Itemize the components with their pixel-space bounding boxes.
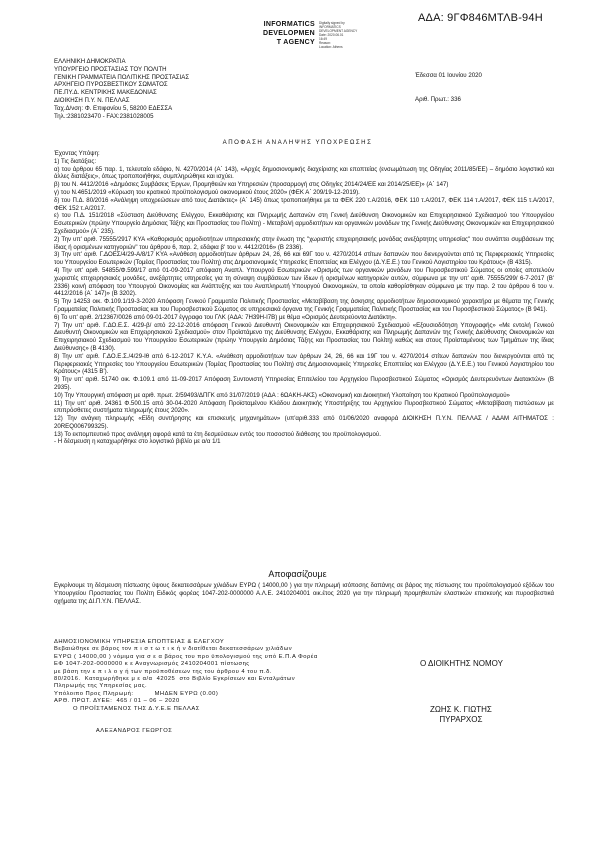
body-paragraph: 6) Το υπ' αριθ. 2/12367/0026 από 09-01-2017 έγγραφο του ΓΛΚ (ΑΔΑ: 7Η39Η-Ι7Β) με θέμα «Ορισμός Δευτερεύοντα Διατάκτη». [54, 313, 397, 321]
signer-name: ΖΩΗΣ Κ. ΓΙΩΤΗΣ [430, 705, 492, 714]
body-paragraph: 12) Την ανάγκη πληρωμής «Είδη συντήρησης και επισκευής μηχανημάτων» (υπ'αριθ.333 από 01/06/2020 αναφορά ΔΙΟΙΚΗΣΗ Π.Υ.Ν. ΠΕΛΛΑΣ / ΑΔΑΜ ΑΙΤΗΜΑΤΟΣ : 20REQ006799325). [54, 415, 554, 430]
signer-title: Ο ΔΙΟΙΚΗΤΗΣ ΝΟΜΟΥ [420, 659, 503, 668]
certification-line: με βάση την ε π ι λ ο γ ή των προϋποθέσεων της του άρθρου 4 του π.δ. [54, 668, 272, 675]
body-paragraph: 11) Την υπ' αριθ. 24361 Φ.500.15 από 30-04-2020 Απόφαση Προϊσταμένου Κλάδου Διοικητικής Υποστήριξης του Αρχηγείου Πυροσβεστικού Σώματος «Μεταβίβαση πιστώσεων με επιπρόσθετες συστήματα πληρωμής έτους 2020». [54, 399, 554, 415]
body-paragraph: γ) του Ν.4651/2019 «Κύρωση του κρατικού προϋπολογισμού οικονομικού έτους 2020» (ΦΕΚ Α΄ 209/19-12-2019). [54, 188, 360, 196]
issuer-block: ΕΛΛΗΝΙΚΗ ΔΗΜΟΚΡΑΤΙΑ ΥΠΟΥΡΓΕΙΟ ΠΡΟΣΤΑΣΙΑΣ ΤΟΥ ΠΟΛΙΤΗ ΓΕΝΙΚΗ ΓΡΑΜΜΑΤΕΙΑ ΠΟΛΙΤΙΚΗΣ ΠΡΟΣΤΑΣΙΑΣ ΑΡΧΗΓΕΙΟ ΠΥΡΟΣΒΕΣΤΙΚΟΥ ΣΩΜΑΤΟΣ ΠΕ.ΠΥ.Δ. ΚΕΝΤΡΙΚΗΣ ΜΑΚΕΔΟΝΙΑΣ ΔΙΟΙΚΗΣΗ Π.Υ. Ν. ΠΕΛΛΑΣ Ταχ.Δ/νση: Φ. Επιφανίου 5, 58200 ΕΔΕΣΣΑ Τηλ.:2381023470 - FAX:2381028005 [54, 58, 190, 120]
body-paragraph: 3) Την υπ' αριθ. Γ.ΔΟΕΣ/4/29-Α/8/17 ΚΥΑ «Ανάθεση αρμοδιοτήτων άρθρων 24, 26, 66 και 69Γ του ν. 4270/2014 στίτων δαπανών που διενεργούνται από τις Περιφερειακές Υπηρεσίες του Υπουργείου Εσωτερικών (Τομέας Προστασίας του Πολίτη) στις Δημοσιονομικές Υπηρεσίες Εποπτείας και Ελέγχου (Δ.Υ.Ε.Ε.) του Γενικού Λογιστηρίου του Κράτους» (Β 4315). [54, 251, 554, 267]
certification-line: ΕΦ 1047-202-0000000 κ ε Αναγνωρισμός 2410204001 πίστωσης [54, 661, 250, 668]
document-title: ΑΠΟΦΑΣΗ ΑΝΑΛΗΨΗΣ ΥΠΟΧΡΕΩΣΗΣ [222, 139, 373, 146]
body-paragraph: 8) Την υπ' αριθ. Γ.ΔΟ.Ε.Σ./4/29-Ιθ από 6-12-2017 Κ.Υ.Α. «Ανάθεση αρμοδιοτήτων των άρθρων 24, 26, 66 και 19Γ του ν. 4270/2014 στίτων δαπανών που διενεργούνται από τις Περιφερειακές Υπηρεσίες του Υπουργείου Εσωτερικών (Τομέας Προστασίας του Πολίτη) στις Δημοσιονομικές Υπηρεσίες Εποπτείας και Ελέγχου (Δ.Υ.Ε.Ε.) του Γενικού Λογιστηρίου του Κράτους» (4315 Β'). [54, 352, 554, 376]
certification-line: ΕΥΡΩ ( 14000,00 ) νόμιμα για σ ε α βάρος του προ ϋπολογισμού της υπό Ε.Π.Α Φορέα [54, 653, 318, 660]
certification-line: ΔΗΜΟΣΙΟΝΟΜΙΚΗ ΥΠΗΡΕΣΙΑ ΕΠΟΠΤΕΙΑΣ & ΕΛΕΓΧΟΥ [54, 639, 225, 645]
body-paragraph: ε) του Π.Δ. 151/2018 «Σύσταση Διεύθυνσης Ελέγχου, Εκκαθάρισης και Πληρωμής Δαπανών στη Γενική Διεύθυνση Οικονομικών και Επιχειρησιακού Σχεδιασμού του Υπουργείου Εσωτερικών (πρώην Υπουργείο Δημόσιας Τάξης και Προστασίας του Πολίτη) - Μεταβολή αρμοδιοτήτων και οργανικών μονάδων της Γενικής Διεύθυνσης Οικονομικών και Επιχειρησιακού Σχεδιασμού» (Α΄ 235). [54, 212, 554, 235]
body-paragraph: Έχοντας Υπόψη: [54, 150, 100, 157]
certification-line: ΑΡΘ. ΠΡΩΤ. ΔΥΕΕ: 465 / 01 – 06 – 2020 [54, 698, 180, 705]
body-paragraph: α) του άρθρου 65 παρ. 1, τελευταίο εδάφιο, Ν. 4270/2014 (Α΄ 143), «Αρχές δημοσιονομικής διαχείρισης και εποπτείας (ενσωμάτωση της Οδηγίας 2011/85/ΕΕ) – δημόσιο λογιστικό και άλλες διατάξεις», όπως τροποποιήθηκε, συμπληρώθηκε και ισχύει. [54, 165, 554, 181]
agency-name: INFORMATICS DEVELOPMEN T AGENCY [262, 21, 315, 46]
document-meta [415, 64, 482, 112]
digital-signature-stamp [255, 20, 385, 64]
certification-line: Υπόλοιπο Προς Πληρωμή: ΜΗΔΕΝ ΕΥΡΩ (0.00) [54, 690, 219, 697]
body-paragraph: 10) Την Υπουργική απόφαση με αριθ. πρωτ. 2/59493/ΔΠΓΚ από 31/07/2019 (ΑΔΑ : 6ΩΑΚΗ-ΑΚΣ) «Οικονομική και Διοικητική Υλοποίηση του Κρατικού Προϋπολογισμού» [54, 391, 510, 399]
body-paragraph: 9) Την υπ' αριθ. 51740 οικ. Φ.109.1 από 11-09-2017 Απόφαση Συντονιστή Υπηρεσίας Επιτελείου του Αρχηγείου Πυροσβεστικού Σώματος «Ορισμός Δευτερευόντων Διατακτών» (Β 2935). [54, 376, 554, 391]
document-body [54, 150, 554, 446]
decision-heading: Αποφασίζουμε [268, 569, 327, 579]
decision-text: Εγκρίνουμε τη δέσμευση πίστωσης ύψους δεκατεσσάρων χιλιάδων ΕΥΡΩ ( 14000,00 ) για την πληρωμή ισόποσης δαπάνης σε βάρος της πίστωσης του προϋπολογισμού εξόδων του Υπουργείου Προστασίας του Πολίτη Ειδικός φορέας 1047-202-0000000 Α.Λ.Ε. 2410204001 οικ.έτος 2020 για την πληρωμή προμηθευτών ελαστικών επισκευής και πυροσβεστικά οχήματα της ΔΙ.Π.Υ.Ν. ΠΕΛΛΑΣ. [54, 582, 554, 605]
body-paragraph: 5) Την 14253 οικ. Φ.109.1/19-3-2020 Απόφαση Γενικού Γραμματέα Πολιτικής Προστασίας «Μεταβίβαση της άσκησης αρμοδιοτήτων δημοσιονομικού χαρακτήρα με θέματα της Γενικής Γραμματείας Πολιτικής Προστασίας και του Πυροσβεστικού Σώματος σε υπηρεσιακά όργανα της Γενικής Γραμματείας Πολιτικής Προστασίας και του Πυροσβεστικού Σώματος» (Β 941). [54, 298, 554, 313]
body-paragraph: 7) Την υπ' αριθ. Γ.ΔΟ.Ε.Σ. 4/29-β/ από 22-12-2016 απόφαση Γενικού Διευθυντή Οικονομικών και Επιχειρησιακού Σχεδιασμού «Εξουσιοδότηση Υπογραφής» «Με εντολή Γενικού Διευθυντή Οικονομικών και Επιχειρησιακού Σχεδιασμού» στον Προϊστάμενο της Διεύθυνσης Ελέγχου, Εκκαθάρισης και Πληρωμής Δαπανών της Γενικής Διεύθυνσης Οικονομικών και Επιχειρησιακού Σχεδιασμού του Υπουργείου Εσωτερικών (πρώην Υπουργείο Δημόσιας Τάξης και Προστασίας του Πολίτη) καθώς και στους Προϊσταμένους των Τμημάτων της ίδιας Διεύθυνσης» (Β 4130). [54, 321, 554, 352]
signature-details: Digitally signed by INFORMATICS DEVELOPMENT AGENCY Date: 2020.06.01 16:49 Reason: Location: Athens [319, 21, 358, 49]
certification-line: ΑΛΕΞΑΝΔΡΟΣ ΓΕΩΡΓΟΣ [54, 727, 173, 734]
body-paragraph: - Η δέσμευση η καταχωρήθηκε στο λογιστικό βιβλίο με α/α 1/1 [54, 438, 221, 446]
body-paragraph: 4) Την υπ' αριθ. 54855/Φ.599/17 από 01-09-2017 απόφαση Αναπλ. Υπουργού Εσωτερικών «Ορισμός των οργανικών μονάδων του Πυροσβεστικού Σώματος οι οποίες αποτελούν χωριστές επιχειρησιακές μονάδες, ανεξάρτητες υπηρεσίες για τη σύναψη συμβάσεων των ίδιων ή ορισμένων κατηγοριών αυτών, σύμφωνα με την υπ' αριθ. 75555/299/ 6-7-2017 (Β' 2336) κοινή απόφαση του Υπουργού Οικονομίας και Ανάπτυξης και του Αναπληρωτή Υπουργού Οικονομικών, τα οποία καθορίσθηκαν σύμφωνα με την παρ. 2 του άρθρου 6 του ν. 4412/2016 (Α΄ 147)» (Β 3202). [54, 266, 554, 298]
certification-block [54, 639, 318, 735]
body-paragraph: δ) του Π.Δ. 80/2016 «Ανάληψη υποχρεώσεων από τους Διατάκτες» (Α΄ 145) όπως τροποποιήθηκε με τα ΦΕΚ 220 τ.Α/2016, ΦΕΚ 110 τ.Α/2017, ΦΕΚ 114 τ.Α/2017, ΦΕΚ 115 τ.Α/2017, ΦΕΚ 152 τ.Α/2017. [54, 196, 554, 212]
signer-rank: ΠΥΡΑΡΧΟΣ [439, 715, 483, 724]
certification-line: Ο ΠΡΟΪΣΤΑΜΕΝΟΣ ΤΗΣ Δ.Υ.Ε.Ε ΠΕΛΛΑΣ [54, 705, 200, 712]
certification-line [54, 713, 314, 720]
certification-line: Βεβαιώθηκε σε βάρος τον π ι σ τ ω τ ι κ ή ν διατίθεται δεκατεσσάρων χιλιάδων [54, 646, 293, 653]
certification-line: 80/2016. Καταχωρήθηκε μ ε α/α 42025 στο Βιβλίο Εγκρίσεων και Ενταλμάτων [54, 676, 296, 683]
signer-block [430, 705, 492, 725]
body-paragraph: 1) Τις διατάξεις: [54, 157, 97, 165]
protocol-number: Αριθ. Πρωτ.: 336 [415, 96, 461, 103]
body-paragraph: 2) Την υπ' αριθ. 75555/2917 ΚΥΑ «Καθορισμός αρμοδιοτήτων υπηρεσιακής στην ένωση της "χωριστής επιχειρησιακής μονάδας ανεξάρτητης υπηρεσίας" που συνάπτει συμβάσεων της ίδιας ή ορισμένων κατηγοριών" του άρθρου 6, παρ. 2, εδάφια β' του ν. 4412/2016» (Β 2336). [54, 235, 554, 251]
body-paragraph: 13) Το εκπομπευτικό προς ανάληψη αφορά κατά τα έτη δεσμεύσεων εντός του ποσοστού διάθεσης του προϋπολογισμού. [54, 430, 381, 438]
body-paragraph: β) του Ν. 4412/2016 «Δημόσιες Συμβάσεις Έργων, Προμηθειών και Υπηρεσιών (προσαρμογή στις Οδηγίες 2014/24/ΕΕ και 2014/25/ΕΕ)» (Α΄ 147) [54, 181, 449, 189]
certification-line [54, 720, 314, 727]
document-date: Έδεσσα 01 Ιουνίου 2020 [415, 72, 482, 79]
ada-code: ΑΔΑ: 9ΓΦ846ΜΤΛΒ-94Η [418, 12, 543, 24]
certification-line: Πληρωμής της Υπηρεσίας μας. [54, 683, 148, 690]
